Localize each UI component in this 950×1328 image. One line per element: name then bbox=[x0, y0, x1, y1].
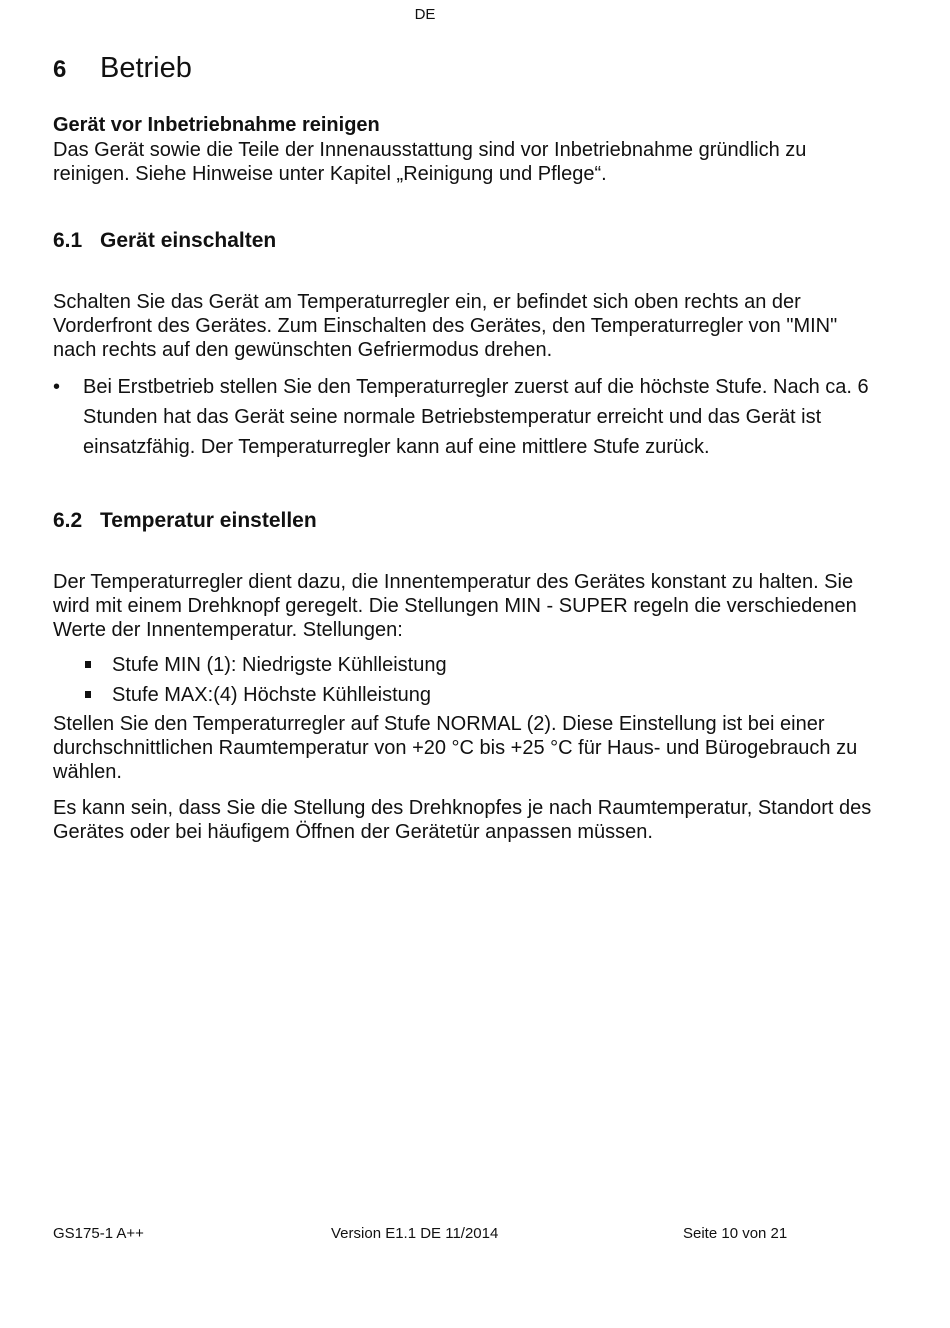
list-item-text: Stufe MAX:(4) Höchste Kühlleistung bbox=[112, 684, 432, 706]
language-label: DE bbox=[414, 6, 436, 23]
list-item bbox=[53, 372, 878, 462]
footer-version: Version E1.1 DE 11/2014 bbox=[331, 1225, 499, 1242]
bullet-icon: • bbox=[53, 376, 61, 398]
chapter-heading bbox=[53, 52, 192, 85]
temperature-paragraph: Der Temperaturregler dient dazu, die Innentemperatur des Gerätes konstant zu halten. Sie wird mit einem Drehknopf geregelt. Die Stellungen MIN - SUPER regeln die verschiedenen Werte der Innentemperatur. Stellungen: bbox=[53, 571, 857, 641]
cleaning-paragraph: Das Gerät sowie die Teile der Innenausstattung sind vor Inbetriebnahme gründlich zu reinigen. Siehe Hinweise unter Kapitel „Reinigung und Pflege“. bbox=[53, 139, 807, 185]
section-heading-6-2 bbox=[53, 509, 317, 533]
bullet-list bbox=[53, 372, 878, 462]
square-bullet-icon bbox=[85, 691, 91, 698]
footer-page-number: Seite 10 von 21 bbox=[683, 1225, 788, 1242]
adjustment-paragraph: Es kann sein, dass Sie die Stellung des Drehknopfes je nach Raumtemperatur, Standort des Gerätes oder bei häufigem Öffnen der Gerätetür anpassen müssen. bbox=[53, 797, 872, 843]
normal-setting-paragraph: Stellen Sie den Temperaturregler auf Stufe NORMAL (2). Diese Einstellung ist bei einer durchschnittlichen Raumtemperatur von +20 °C bis +25 °C für Haus- und Bürogebrauch zu wählen. bbox=[53, 713, 858, 783]
chapter-number: 6 bbox=[53, 56, 67, 83]
square-bullet-icon bbox=[85, 661, 91, 668]
section-heading-6-1 bbox=[53, 229, 276, 253]
cleaning-subheading: Gerät vor Inbetriebnahme reinigen bbox=[53, 114, 380, 136]
section-title: Gerät einschalten bbox=[100, 229, 277, 252]
settings-list bbox=[53, 650, 447, 710]
section-number: 6.1 bbox=[53, 229, 83, 252]
list-item bbox=[53, 680, 447, 710]
switch-on-paragraph: Schalten Sie das Gerät am Temperaturregler ein, er befindet sich oben rechts an der Vorderfront des Gerätes. Zum Einschalten des Gerätes, den Temperaturregler von "MIN" nach rechts auf den gewünschten Gefriermodus drehen. bbox=[53, 291, 838, 361]
list-item-text: Bei Erstbetrieb stellen Sie den Temperaturregler zuerst auf die höchste Stufe. Nach ca. 6 Stunden hat das Gerät seine normale Betriebstemperatur erreicht und das Gerät ist einsatzfähig. Der Temperaturregler kann auf eine mittlere Stufe zurück. bbox=[83, 376, 869, 458]
list-item-text: Stufe MIN (1): Niedrigste Kühlleistung bbox=[112, 654, 447, 676]
chapter-title: Betrieb bbox=[100, 52, 192, 84]
section-title: Temperatur einstellen bbox=[100, 509, 317, 532]
section-number: 6.2 bbox=[53, 509, 83, 532]
list-item bbox=[53, 650, 447, 680]
footer-model: GS175-1 A++ bbox=[53, 1225, 144, 1242]
